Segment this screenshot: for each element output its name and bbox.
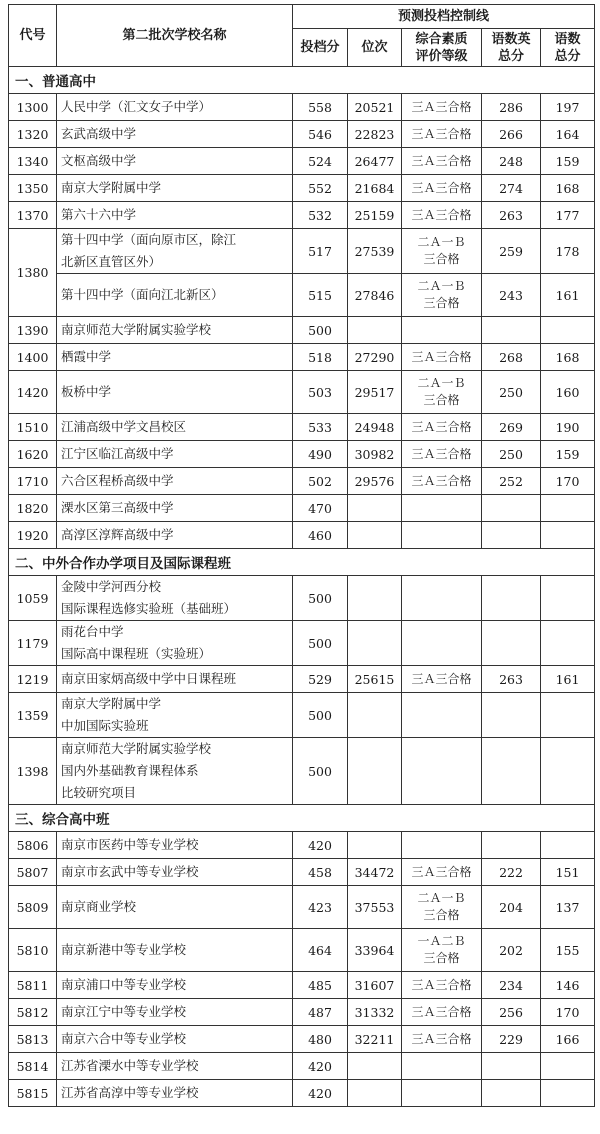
chn-math-total <box>541 576 595 621</box>
evaluation-grade: 三Ａ三合格 <box>402 666 482 693</box>
evaluation-grade <box>402 1053 482 1080</box>
school-code: 5814 <box>9 1053 57 1080</box>
admission-score: 533 <box>293 414 348 441</box>
chn-math-eng-total: 204 <box>482 886 541 929</box>
table-row <box>9 999 595 1026</box>
school-name-line: 雨花台中学 <box>61 624 124 639</box>
school-name <box>57 229 293 274</box>
chn-math-eng-total: 243 <box>482 274 541 317</box>
section-title: 二、中外合作办学项目及国际课程班 <box>9 549 595 576</box>
chn-math-total: 161 <box>541 274 595 317</box>
evaluation-grade-line: 三合格 <box>423 393 460 407</box>
chn-math-eng-total: 252 <box>482 468 541 495</box>
admission-score: 423 <box>293 886 348 929</box>
table-row <box>9 693 595 738</box>
school-code: 5807 <box>9 859 57 886</box>
chn-math-total: 177 <box>541 202 595 229</box>
chn-math-eng-total <box>482 832 541 859</box>
school-name: 南京商业学校 <box>57 886 293 929</box>
header-code: 代号 <box>9 5 57 67</box>
rank: 24948 <box>348 414 402 441</box>
evaluation-grade-line: 三合格 <box>423 252 460 266</box>
school-name: 江浦高级中学文昌校区 <box>57 414 293 441</box>
evaluation-grade <box>402 317 482 344</box>
chn-math-total <box>541 832 595 859</box>
admission-score: 502 <box>293 468 348 495</box>
rank: 29517 <box>348 371 402 414</box>
admission-score: 464 <box>293 929 348 972</box>
rank: 31332 <box>348 999 402 1026</box>
school-code: 1350 <box>9 175 57 202</box>
evaluation-grade <box>402 886 482 929</box>
evaluation-grade <box>402 1080 482 1107</box>
school-code: 5809 <box>9 886 57 929</box>
rank: 31607 <box>348 972 402 999</box>
table-row <box>9 576 595 621</box>
evaluation-grade <box>402 621 482 666</box>
school-code: 5810 <box>9 929 57 972</box>
school-name <box>57 738 293 805</box>
evaluation-grade: 三Ａ三合格 <box>402 441 482 468</box>
evaluation-grade: 三Ａ三合格 <box>402 468 482 495</box>
rank: 26477 <box>348 148 402 175</box>
chn-math-total <box>541 1080 595 1107</box>
table-row <box>9 441 595 468</box>
header-chn-math-eng-total: 语数英 总分 <box>482 29 541 67</box>
table-row <box>9 344 595 371</box>
school-name: 江苏省高淳中等专业学校 <box>57 1080 293 1107</box>
table-row <box>9 202 595 229</box>
school-name: 南京六合中等专业学校 <box>57 1026 293 1053</box>
section-title: 一、普通高中 <box>9 67 595 94</box>
admission-score: 532 <box>293 202 348 229</box>
school-code: 5815 <box>9 1080 57 1107</box>
admission-score: 420 <box>293 832 348 859</box>
rank: 33964 <box>348 929 402 972</box>
rank: 27846 <box>348 274 402 317</box>
school-name-line: 北新区直管区外） <box>61 254 162 269</box>
chn-math-total <box>541 317 595 344</box>
table-row <box>9 94 595 121</box>
school-name: 南京江宁中等专业学校 <box>57 999 293 1026</box>
header-score: 投档分 <box>293 29 348 67</box>
chn-math-total <box>541 495 595 522</box>
school-code: 1920 <box>9 522 57 549</box>
chn-math-total <box>541 693 595 738</box>
chn-math-total: 170 <box>541 999 595 1026</box>
admission-score: 517 <box>293 229 348 274</box>
chn-math-eng-total <box>482 1080 541 1107</box>
table-row <box>9 121 595 148</box>
admission-score: 524 <box>293 148 348 175</box>
school-code: 1820 <box>9 495 57 522</box>
admission-score: 546 <box>293 121 348 148</box>
table-row <box>9 371 595 414</box>
school-name <box>57 693 293 738</box>
school-code: 1420 <box>9 371 57 414</box>
evaluation-grade-line: 二Ａ一Ｂ <box>417 376 466 390</box>
table-row <box>9 1026 595 1053</box>
evaluation-grade <box>402 229 482 274</box>
rank <box>348 832 402 859</box>
chn-math-eng-total: 234 <box>482 972 541 999</box>
evaluation-grade-line: 二Ａ一Ｂ <box>417 235 466 249</box>
chn-math-eng-total: 269 <box>482 414 541 441</box>
chn-math-total: 168 <box>541 175 595 202</box>
chn-math-eng-total: 263 <box>482 666 541 693</box>
rank <box>348 1053 402 1080</box>
school-code: 1510 <box>9 414 57 441</box>
school-name-line: 南京师范大学附属实验学校 <box>61 741 212 756</box>
school-code: 5812 <box>9 999 57 1026</box>
section-header-row <box>9 805 595 832</box>
school-name-line: 国际高中课程班（实验班） <box>61 646 212 661</box>
chn-math-eng-total <box>482 621 541 666</box>
table-row <box>9 495 595 522</box>
chn-math-eng-total: 266 <box>482 121 541 148</box>
chn-math-eng-total <box>482 522 541 549</box>
table-body <box>9 67 595 1107</box>
table-row <box>9 738 595 805</box>
school-code: 1219 <box>9 666 57 693</box>
school-code: 1620 <box>9 441 57 468</box>
chn-math-total: 151 <box>541 859 595 886</box>
evaluation-grade: 三Ａ三合格 <box>402 344 482 371</box>
rank: 29576 <box>348 468 402 495</box>
school-code: 1370 <box>9 202 57 229</box>
admission-score: 420 <box>293 1053 348 1080</box>
evaluation-grade: 三Ａ三合格 <box>402 121 482 148</box>
admission-table-wrapper <box>8 4 596 1107</box>
rank <box>348 1080 402 1107</box>
evaluation-grade-line: 三合格 <box>423 908 460 922</box>
table-row <box>9 229 595 274</box>
school-name: 溧水区第三高级中学 <box>57 495 293 522</box>
school-name: 高淳区淳辉高级中学 <box>57 522 293 549</box>
school-name: 南京浦口中等专业学校 <box>57 972 293 999</box>
school-name: 文枢高级中学 <box>57 148 293 175</box>
chn-math-eng-total: 250 <box>482 441 541 468</box>
evaluation-grade: 三Ａ三合格 <box>402 175 482 202</box>
rank: 20521 <box>348 94 402 121</box>
rank <box>348 317 402 344</box>
chn-math-eng-total: 274 <box>482 175 541 202</box>
admission-score: 552 <box>293 175 348 202</box>
evaluation-grade <box>402 371 482 414</box>
evaluation-grade-line: 三合格 <box>423 951 460 965</box>
school-code: 5806 <box>9 832 57 859</box>
school-name-line: 比较研究项目 <box>61 785 137 800</box>
evaluation-grade: 三Ａ三合格 <box>402 999 482 1026</box>
school-code: 1380 <box>9 229 57 317</box>
admission-score: 420 <box>293 1080 348 1107</box>
admission-score: 485 <box>293 972 348 999</box>
chn-math-total: 166 <box>541 1026 595 1053</box>
rank <box>348 495 402 522</box>
table-row <box>9 929 595 972</box>
table-row <box>9 666 595 693</box>
school-name-line: 国内外基础教育课程体系 <box>61 763 199 778</box>
school-name: 玄武高级中学 <box>57 121 293 148</box>
school-name: 南京大学附属中学 <box>57 175 293 202</box>
rank <box>348 621 402 666</box>
admission-score: 458 <box>293 859 348 886</box>
table-row <box>9 859 595 886</box>
admission-score: 503 <box>293 371 348 414</box>
evaluation-grade: 三Ａ三合格 <box>402 94 482 121</box>
admission-score: 460 <box>293 522 348 549</box>
table-row <box>9 414 595 441</box>
chn-math-total: 146 <box>541 972 595 999</box>
table-row <box>9 621 595 666</box>
table-row <box>9 1053 595 1080</box>
chn-math-total <box>541 522 595 549</box>
table-row <box>9 522 595 549</box>
school-name-line: 金陵中学河西分校 <box>61 579 162 594</box>
admission-score: 490 <box>293 441 348 468</box>
table-row <box>9 886 595 929</box>
school-name-line: 中加国际实验班 <box>61 718 149 733</box>
table-row <box>9 175 595 202</box>
chn-math-eng-total <box>482 576 541 621</box>
chn-math-eng-total: 250 <box>482 371 541 414</box>
evaluation-grade-line: 三合格 <box>423 296 460 310</box>
section-header-row <box>9 67 595 94</box>
school-name <box>57 621 293 666</box>
chn-math-eng-total: 248 <box>482 148 541 175</box>
rank <box>348 522 402 549</box>
chn-math-total: 159 <box>541 148 595 175</box>
rank <box>348 738 402 805</box>
school-code: 1390 <box>9 317 57 344</box>
evaluation-grade <box>402 693 482 738</box>
table-row <box>9 972 595 999</box>
chn-math-total: 159 <box>541 441 595 468</box>
school-name <box>57 576 293 621</box>
chn-math-eng-total: 259 <box>482 229 541 274</box>
chn-math-total: 190 <box>541 414 595 441</box>
admission-score-table <box>8 4 595 1107</box>
evaluation-grade-line: 二Ａ一Ｂ <box>417 891 466 905</box>
school-code: 5811 <box>9 972 57 999</box>
chn-math-eng-total <box>482 317 541 344</box>
admission-score: 515 <box>293 274 348 317</box>
school-name: 第十四中学（面向江北新区） <box>57 274 293 317</box>
admission-score: 558 <box>293 94 348 121</box>
section-title: 三、综合高中班 <box>9 805 595 832</box>
school-code: 1300 <box>9 94 57 121</box>
chn-math-total <box>541 621 595 666</box>
chn-math-total: 160 <box>541 371 595 414</box>
school-name: 江宁区临江高级中学 <box>57 441 293 468</box>
school-name-line: 南京大学附属中学 <box>61 696 162 711</box>
school-code: 1398 <box>9 738 57 805</box>
admission-score: 500 <box>293 621 348 666</box>
chn-math-eng-total: 222 <box>482 859 541 886</box>
evaluation-grade <box>402 832 482 859</box>
chn-math-total: 137 <box>541 886 595 929</box>
school-name: 南京新港中等专业学校 <box>57 929 293 972</box>
rank: 25615 <box>348 666 402 693</box>
evaluation-grade <box>402 522 482 549</box>
chn-math-total: 170 <box>541 468 595 495</box>
school-code: 1340 <box>9 148 57 175</box>
school-code: 1320 <box>9 121 57 148</box>
evaluation-grade: 三Ａ三合格 <box>402 148 482 175</box>
table-row <box>9 1080 595 1107</box>
chn-math-total: 197 <box>541 94 595 121</box>
rank: 37553 <box>348 886 402 929</box>
table-row <box>9 148 595 175</box>
school-name: 南京市玄武中等专业学校 <box>57 859 293 886</box>
rank: 22823 <box>348 121 402 148</box>
header-chn-math-total: 语数 总分 <box>541 29 595 67</box>
school-name: 江苏省溧水中等专业学校 <box>57 1053 293 1080</box>
school-name: 南京师范大学附属实验学校 <box>57 317 293 344</box>
chn-math-eng-total: 202 <box>482 929 541 972</box>
school-name: 第六十六中学 <box>57 202 293 229</box>
school-code: 1710 <box>9 468 57 495</box>
school-code: 1359 <box>9 693 57 738</box>
evaluation-grade <box>402 495 482 522</box>
admission-score: 500 <box>293 738 348 805</box>
rank <box>348 693 402 738</box>
chn-math-eng-total: 263 <box>482 202 541 229</box>
school-code: 1400 <box>9 344 57 371</box>
admission-score: 500 <box>293 693 348 738</box>
evaluation-grade <box>402 929 482 972</box>
header-grade: 综合素质 评价等级 <box>402 29 482 67</box>
chn-math-total <box>541 738 595 805</box>
evaluation-grade <box>402 738 482 805</box>
evaluation-grade-line: 一Ａ二Ｂ <box>417 934 466 948</box>
rank: 34472 <box>348 859 402 886</box>
admission-score: 500 <box>293 317 348 344</box>
header-school-name: 第二批次学校名称 <box>57 5 293 67</box>
chn-math-eng-total <box>482 738 541 805</box>
school-name: 板桥中学 <box>57 371 293 414</box>
admission-score: 470 <box>293 495 348 522</box>
chn-math-total: 168 <box>541 344 595 371</box>
rank: 30982 <box>348 441 402 468</box>
table-row <box>9 468 595 495</box>
admission-score: 480 <box>293 1026 348 1053</box>
school-code: 1059 <box>9 576 57 621</box>
header-rank: 位次 <box>348 29 402 67</box>
admission-score: 518 <box>293 344 348 371</box>
school-name: 人民中学（汇文女子中学） <box>57 94 293 121</box>
table-row <box>9 832 595 859</box>
school-name-line: 第十四中学（面向原市区，除江 <box>61 232 237 247</box>
chn-math-total: 178 <box>541 229 595 274</box>
school-name: 栖霞中学 <box>57 344 293 371</box>
admission-score: 500 <box>293 576 348 621</box>
chn-math-total: 164 <box>541 121 595 148</box>
school-code: 5813 <box>9 1026 57 1053</box>
rank: 27290 <box>348 344 402 371</box>
school-name: 南京田家炳高级中学中日课程班 <box>57 666 293 693</box>
table-row <box>9 274 595 317</box>
chn-math-eng-total <box>482 1053 541 1080</box>
admission-score: 487 <box>293 999 348 1026</box>
rank: 25159 <box>348 202 402 229</box>
school-name-line: 国际课程选修实验班（基础班） <box>61 601 237 616</box>
school-name: 六合区程桥高级中学 <box>57 468 293 495</box>
rank <box>348 576 402 621</box>
evaluation-grade <box>402 576 482 621</box>
evaluation-grade <box>402 274 482 317</box>
school-name: 南京市医药中等专业学校 <box>57 832 293 859</box>
admission-score: 529 <box>293 666 348 693</box>
chn-math-eng-total: 256 <box>482 999 541 1026</box>
rank: 32211 <box>348 1026 402 1053</box>
chn-math-eng-total <box>482 495 541 522</box>
evaluation-grade: 三Ａ三合格 <box>402 414 482 441</box>
rank: 21684 <box>348 175 402 202</box>
evaluation-grade-line: 二Ａ一Ｂ <box>417 279 466 293</box>
chn-math-total <box>541 1053 595 1080</box>
chn-math-eng-total: 229 <box>482 1026 541 1053</box>
table-row <box>9 317 595 344</box>
section-header-row <box>9 549 595 576</box>
chn-math-eng-total <box>482 693 541 738</box>
chn-math-total: 161 <box>541 666 595 693</box>
evaluation-grade: 三Ａ三合格 <box>402 972 482 999</box>
header-control-line-group: 预测投档控制线 <box>293 5 595 29</box>
evaluation-grade: 三Ａ三合格 <box>402 202 482 229</box>
school-code: 1179 <box>9 621 57 666</box>
chn-math-eng-total: 286 <box>482 94 541 121</box>
evaluation-grade: 三Ａ三合格 <box>402 1026 482 1053</box>
rank: 27539 <box>348 229 402 274</box>
chn-math-eng-total: 268 <box>482 344 541 371</box>
evaluation-grade: 三Ａ三合格 <box>402 859 482 886</box>
chn-math-total: 155 <box>541 929 595 972</box>
